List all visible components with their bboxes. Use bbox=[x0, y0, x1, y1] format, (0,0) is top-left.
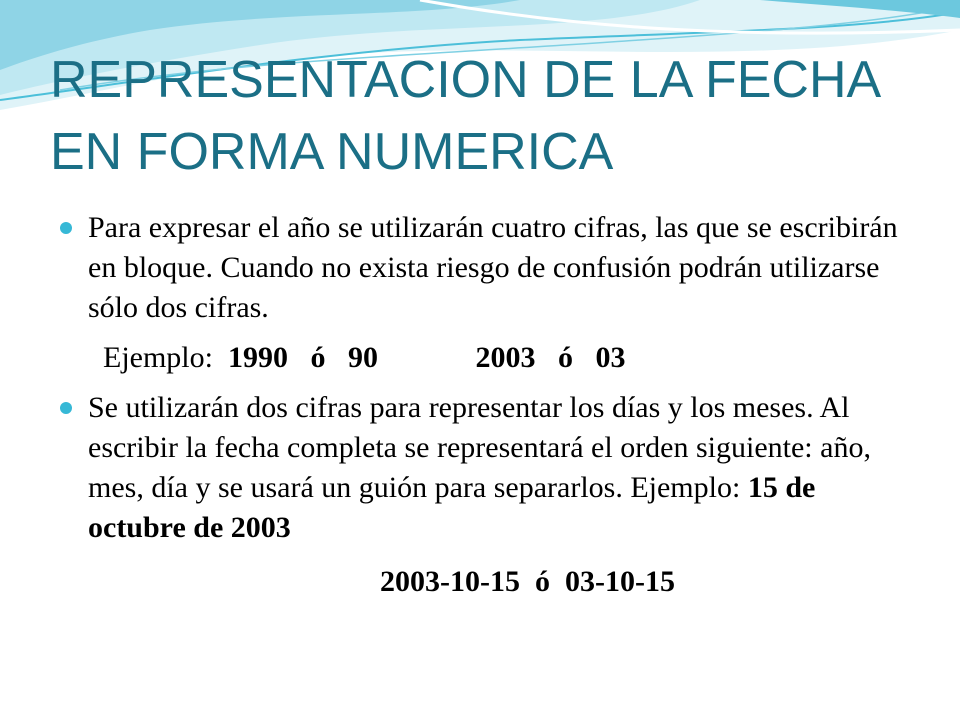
example-year-line bbox=[103, 338, 920, 378]
example-year-full-2: 2003 bbox=[475, 341, 536, 374]
example-year-full-1: 1990 bbox=[227, 341, 288, 374]
example-date-text: 15 de octubre de 2003 bbox=[88, 471, 816, 544]
slide-title-line-1: REPRESENTACION DE LA FECHA bbox=[50, 51, 882, 109]
bullet-text-day-month-format: Se utilizarán dos cifras para representar los días y los meses. Al escribir la fecha completa se representará el orden siguiente: año, mes, día y se usará un guión para separarlos. Ejemplo: bbox=[88, 391, 871, 504]
example-year-short-2: 03 bbox=[595, 341, 626, 374]
bullet-dot-icon bbox=[60, 222, 72, 234]
slide-title-line-2: EN FORMA NUMERICA bbox=[50, 123, 614, 181]
bullet-text-year-format: Para expresar el año se utilizarán cuatro cifras, las que se escribirán en bloque. Cuando no exista riesgo de confusión podrán utilizarse sólo dos cifras. bbox=[88, 211, 898, 324]
example-full-date: 2003-10-15 bbox=[380, 565, 520, 598]
example-or-2: ó bbox=[557, 341, 573, 374]
example-year-short-1: 90 bbox=[347, 341, 378, 374]
bullet-item-day-month-format bbox=[60, 388, 920, 548]
slide-body bbox=[60, 208, 920, 602]
example-label: Ejemplo: bbox=[103, 341, 213, 374]
example-full-date-line bbox=[60, 562, 920, 602]
example-short-date: 03-10-15 bbox=[564, 565, 675, 598]
example-or-1: ó bbox=[310, 341, 326, 374]
bullet-item-year-format bbox=[60, 208, 920, 328]
example-or-3: ó bbox=[534, 565, 550, 598]
bullet-dot-icon bbox=[60, 402, 72, 414]
slide-title bbox=[50, 44, 930, 188]
